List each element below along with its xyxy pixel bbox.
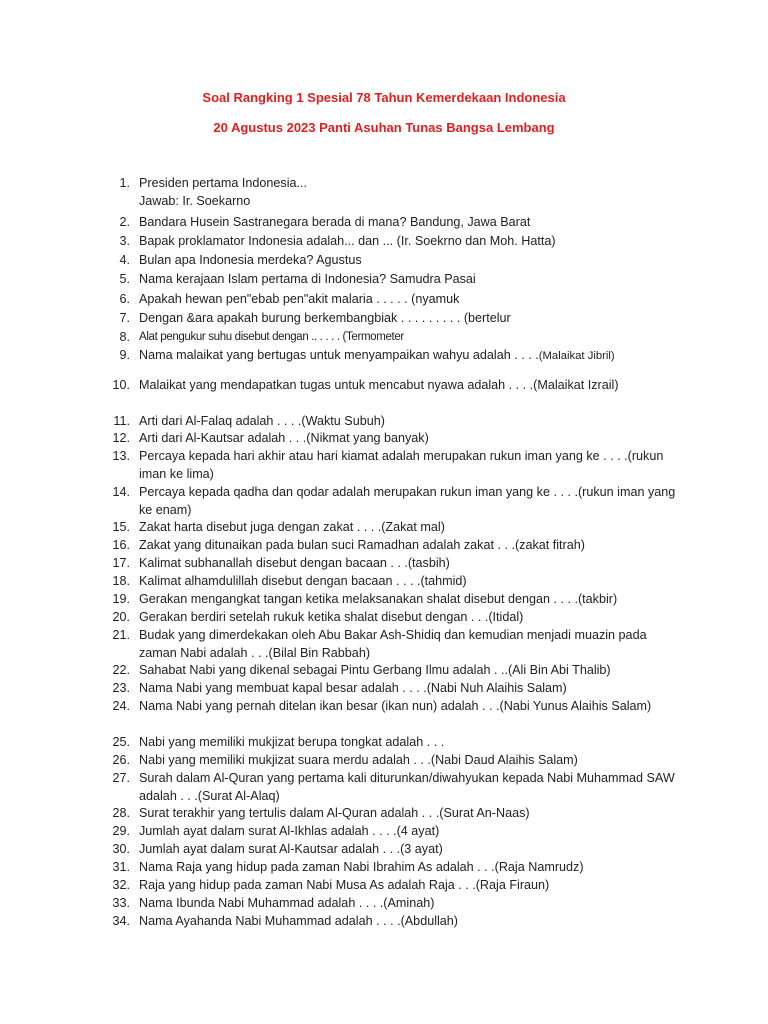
item-number: 19. — [112, 592, 130, 606]
item-text: Presiden pertama Indonesia... Jawab: Ir. Soekarno — [139, 174, 679, 210]
item-number: 28. — [112, 806, 130, 820]
item-number: 17. — [112, 556, 130, 570]
item-text: Jumlah ayat dalam surat Al-Ikhlas adalah . . . .(4 ayat) — [139, 824, 440, 838]
item-text: Nama Ibunda Nabi Muhammad adalah . . . .(Aminah) — [139, 896, 435, 910]
item-text: Percaya kepada qadha dan qodar adalah merupakan rukun iman yang ke . . . .(rukun iman yang ke enam) — [139, 485, 676, 517]
item-text: Bulan apa Indonesia merdeka? Agustus — [139, 253, 362, 267]
item-number: 6. — [119, 292, 130, 306]
item-text: Budak yang dimerdekakan oleh Abu Bakar Ash-Shidiq dan kemudian menjadi muazin pada zaman Nabi adalah . . .(Bilal Bin Rabbah) — [139, 628, 647, 660]
item-text: Malaikat yang mendapatkan tugas untuk mencabut nyawa adalah . . . .(Malaikat Izrail) — [139, 378, 619, 392]
item-number: 16. — [112, 538, 130, 552]
item-text: Nama Ayahanda Nabi Muhammad adalah . . . .(Abdullah) — [139, 914, 458, 928]
item-answer: Jawab: Ir. Soekarno — [139, 194, 251, 208]
item-text: Nama malaikat yang bertugas untuk menyampaikan wahyu adalah . . . .(Malaikat Jibril) — [139, 348, 615, 362]
item-number: 15. — [112, 520, 130, 534]
item-number: 22. — [112, 663, 130, 677]
item-text: Gerakan berdiri setelah rukuk ketika shalat disebut dengan . . .(Itidal) — [139, 610, 524, 624]
item-text: Zakat harta disebut juga dengan zakat . . . .(Zakat mal) — [139, 520, 445, 534]
item-number: 25. — [112, 735, 130, 749]
item-text: Arti dari Al-Falaq adalah . . . .(Waktu Subuh) — [139, 414, 385, 428]
item-number: 3. — [119, 234, 130, 248]
item-text: Kalimat alhamdulillah disebut dengan bacaan . . . .(tahmid) — [139, 574, 467, 588]
item-number: 24. — [112, 699, 130, 713]
item-number: 10. — [112, 378, 130, 392]
item-number: 20. — [112, 610, 130, 624]
item-number: 34. — [112, 914, 130, 928]
item-number: 14. — [112, 485, 130, 499]
item-text: Sahabat Nabi yang dikenal sebagai Pintu Gerbang Ilmu adalah . ..(Ali Bin Abi Thalib) — [139, 663, 611, 677]
item-number: 8. — [119, 330, 130, 344]
item-number: 30. — [112, 842, 130, 856]
item-text: Nama Nabi yang membuat kapal besar adalah . . . .(Nabi Nuh Alaihis Salam) — [139, 681, 567, 695]
item-text: Alat pengukur suhu disebut dengan .. . . . . (Termometer — [139, 331, 404, 343]
item-text: Raja yang hidup pada zaman Nabi Musa As adalah Raja . . .(Raja Firaun) — [139, 878, 550, 892]
item-text: Zakat yang ditunaikan pada bulan suci Ramadhan adalah zakat . . .(zakat fitrah) — [139, 538, 585, 552]
item-number: 31. — [112, 860, 130, 874]
item-number: 33. — [112, 896, 130, 910]
document-subtitle: 20 Agustus 2023 Panti Asuhan Tunas Bangsa Lembang — [213, 120, 555, 135]
document-title: Soal Rangking 1 Spesial 78 Tahun Kemerdekaan Indonesia — [202, 90, 566, 105]
item-number: 7. — [119, 311, 130, 325]
item-text: Nabi yang memiliki mukjizat suara merdu adalah . . .(Nabi Daud Alaihis Salam) — [139, 753, 578, 767]
item-number: 4. — [119, 253, 130, 267]
item-text: Nama kerajaan Islam pertama di Indonesia? Samudra Pasai — [139, 272, 476, 286]
item-text: Surat terakhir yang tertulis dalam Al-Quran adalah . . .(Surat An-Naas) — [139, 806, 530, 820]
item-text: Apakah hewan pen"ebab pen"akit malaria . . . . . (nyamuk — [139, 292, 460, 306]
item-number: 1. — [119, 176, 130, 190]
item-number: 23. — [112, 681, 130, 695]
item-text: Nabi yang memiliki mukjizat berupa tongkat adalah . . . — [139, 735, 445, 749]
item-number: 5. — [119, 272, 130, 286]
item-text: Dengan &ara apakah burung berkembangbiak . . . . . . . . . (bertelur — [139, 311, 511, 325]
item-number: 12. — [112, 431, 130, 445]
item-number: 32. — [112, 878, 130, 892]
item-text: Kalimat subhanallah disebut dengan bacaan . . .(tasbih) — [139, 556, 450, 570]
item-number: 21. — [112, 628, 130, 642]
item-text: Gerakan mengangkat tangan ketika melaksanakan shalat disebut dengan . . . .(takbir) — [139, 592, 618, 606]
item-number: 27. — [112, 771, 130, 785]
item-number: 2. — [119, 215, 130, 229]
item-number: 13. — [112, 449, 130, 463]
item-number: 18. — [112, 574, 130, 588]
item-text: Surah dalam Al-Quran yang pertama kali diturunkan/diwahyukan kepada Nabi Muhammad SAW adalah . . .(Surat Al-Alaq) — [139, 771, 675, 803]
item-number: 26. — [112, 753, 130, 767]
item-number: 9. — [119, 348, 130, 362]
item-text: Nama Raja yang hidup pada zaman Nabi Ibrahim As adalah . . .(Raja Namrudz) — [139, 860, 584, 874]
item-text: Bapak proklamator Indonesia adalah... dan ... (Ir. Soekrno dan Moh. Hatta) — [139, 234, 556, 248]
item-text: Jumlah ayat dalam surat Al-Kautsar adalah . . .(3 ayat) — [139, 842, 443, 856]
item-answer: (Malaikat Jibril) — [538, 350, 615, 362]
item-text: Bandara Husein Sastranegara berada di mana? Bandung, Jawa Barat — [139, 215, 531, 229]
item-text: Arti dari Al-Kautsar adalah . . .(Nikmat yang banyak) — [139, 431, 429, 445]
item-text: Percaya kepada hari akhir atau hari kiamat adalah merupakan rukun iman yang ke . . . .(rukun iman ke lima) — [139, 449, 664, 481]
item-text: Nama Nabi yang pernah ditelan ikan besar (ikan nun) adalah . . .(Nabi Yunus Alaihis Salam) — [139, 699, 652, 713]
item-number: 11. — [113, 414, 130, 428]
item-number: 29. — [112, 824, 130, 838]
